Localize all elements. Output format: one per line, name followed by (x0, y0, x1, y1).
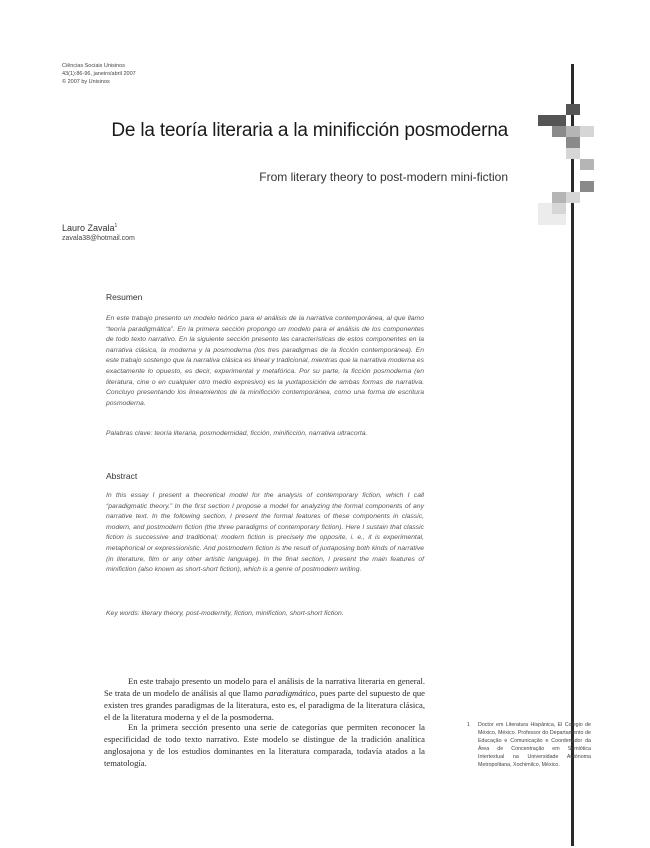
decorative-square (566, 126, 580, 137)
abstract-body: In this essay I present a theoretical model for the analysis of contemporary fiction, which I call “paradigmatic theory.” In the first section I propose a model for analyzing the formal components of any narrative text. In the following section, I present the formal features of these components in classic, modern, and postmodern fiction (the three paradigms of contemporary fiction). Here I sustain that classic fiction is successive and traditional; modern fiction is precisely the opposite, i. e., it is experimental, metaphorical or expressionistic. And postmodern fiction is the result of juxtaposing both kinds of narrative (in literature, film or any other artistic language). In the final section, I present the main features of minifiction (also known as short-short fiction), which is a genre of postmodern writing. (106, 492, 424, 574)
footnote-text: Doctor em Literatura Hispânica, El Colegio de México, México. Professor do Departamento de Educação e Comunicação e Coordenador da Área de Concentração em Semiótica Intertextual na Universidade Autónoma Metropolitana, Xochimilco, México. (478, 722, 591, 769)
decorative-square (552, 203, 566, 214)
article-subtitle: From literary theory to post-modern mini-fiction (259, 170, 508, 184)
body-p1-end: , pues parte del supuesto de que existen tres grandes paradigmas de la literatura, esto es, el paradigma de la literatura clásica, el de la literatura moderna y el de la posmoderna. (104, 688, 425, 723)
author-name (62, 223, 117, 233)
body-p1-start: En este trabajo presento un modelo para el análisis de la narrativa literaria en general. Se trata de un modelo de análisis al que llamo (104, 676, 425, 699)
decorative-square (538, 214, 552, 225)
decorative-square (566, 192, 580, 203)
journal-copyright: © 2007 by Unisinos (62, 79, 110, 85)
decorative-square (566, 137, 580, 148)
decorative-square (552, 214, 566, 225)
body-p1-emphasis: paradigmático (264, 688, 316, 699)
abstract-keywords: Key words: literary theory, post-modernity, fiction, minifiction, short-short fiction. (106, 610, 344, 617)
journal-issue: 43(1):86-96, janeiro/abril 2007 (62, 71, 136, 77)
decorative-square (552, 126, 566, 137)
decorative-square (566, 148, 580, 159)
decorative-square (566, 104, 580, 115)
author-name-text: Lauro Zavala (62, 223, 115, 233)
journal-header (62, 62, 136, 86)
resumen-body: En este trabajo presento un modelo teórico para el análisis de la narrativa contemporánea, al que llamo “teoría paradigmática”. En la primera sección propongo un modelo para el análisis de los componentes de todo texto narrativo. En la siguiente sección presento las características de estos componentes en la narrativa clásica, la moderna y la posmoderna (los tres paradigmas de la ficción contemporánea). En este trabajo sostengo que la narrativa clásica es lineal y tradicional, mientras que la narrativa moderna es exactamente lo opuesto, es decir, experimental y metafórica. Por su parte, la ficción posmoderna (en literatura, cine o en cualquier otro medio expresivo) es la yuxtaposición de ambas formas de narrativa. Concluyo presentando los lineamientos de la minificción contemporánea, como una forma de escritura posmoderna. (106, 315, 424, 407)
article-title: De la teoría literaria a la minificción posmoderna (111, 120, 508, 141)
resumen-keywords: Palabras clave: teoría literaria, posmodernidad, ficción, minificción, narrativa ultracorta. (106, 430, 368, 437)
decorative-square (538, 115, 552, 126)
decorative-square (580, 159, 594, 170)
body-paragraph-2: En la primera sección presento una serie de categorías que permiten reconocer la especificidad de todo texto narrativo. Este modelo se distingue de la tradición analítica anglosajona y de los estudios dominantes en la literatura comparada, todavía atados a la tematología. (104, 722, 425, 769)
resumen-heading: Resumen (106, 292, 143, 302)
decorative-square (552, 115, 566, 126)
body-paragraph-1 (104, 675, 425, 723)
abstract-heading: Abstract (106, 471, 138, 481)
footnote-mark: 1 (467, 722, 470, 728)
decorative-square (538, 203, 552, 214)
journal-name: Ciências Sociais Unisinos (62, 63, 125, 69)
decorative-square (552, 192, 566, 203)
decorative-square (580, 181, 594, 192)
author-email: zavala38@hotmail.com (62, 235, 135, 242)
author-footnote-mark: 1 (114, 223, 118, 229)
decorative-square (580, 126, 594, 137)
